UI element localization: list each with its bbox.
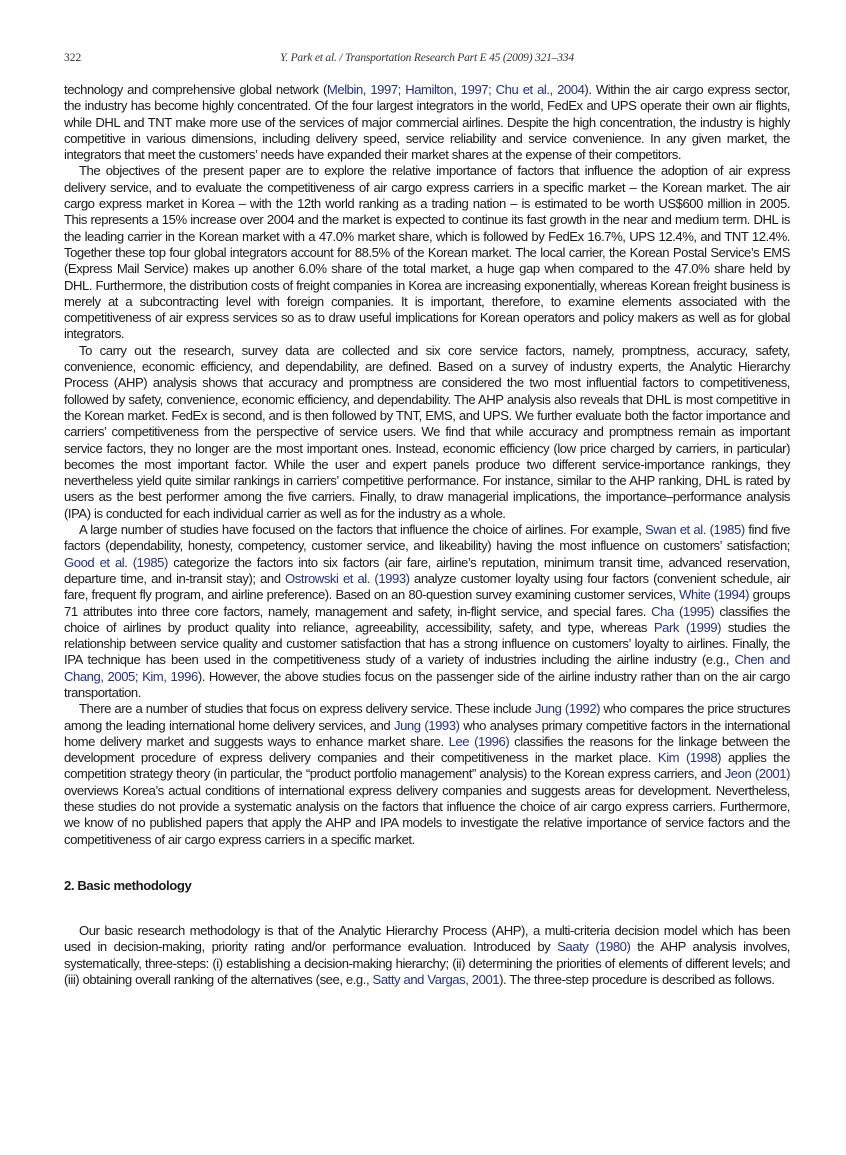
paragraph: To carry out the research, survey data are collected and six core service factors, namely, promptness, accuracy, safety, convenience, economic efficiency, and dependability, are defined. Based on a survey of industry experts, the Analytic Hierarchy Process (AHP) analysis shows that accuracy and promptness are considered the two most influential factors to competitiveness, followed by safety, convenience, economic efficiency, and dependability. The AHP analysis also reveals that DHL is most competitive in the Korean market. FedEx is second, and is then followed by TNT, EMS, and UPS. We further evaluate both the factor importance and carriers’ competitiveness from the perspective of service users. We find that while accuracy and promptness remain as important service factors, they no longer are the most important ones. Instead, economic efficiency (low price charged by carriers, in particular) becomes the most important factor. While the user and expert panels produce two different service-importance rankings, they nevertheless yield quite similar rankings in carriers’ competitive performance. For instance, similar to the AHP ranking, DHL is rated by users as the best performer among the five carriers. Finally, to draw managerial implications, the importance–performance analysis (IPA) is conducted for each individual carrier as well as for the industry as a whole. xyxy=(64,342,790,521)
running-head xyxy=(64,52,790,68)
body-text xyxy=(64,82,790,988)
citation-link[interactable]: Kim (1998) xyxy=(657,750,722,766)
citation-link[interactable]: Park (1999) xyxy=(653,619,722,635)
paper-page xyxy=(64,52,790,988)
citation-link[interactable]: Ostrowski et al. (1993) xyxy=(285,570,410,586)
paragraph: There are a number of studies that focus on express delivery service. These include Jung (1992) who compares the price structures among the leading international home delivery services, and Jung (1993) who analyses primary competitive factors in the international home delivery market and suggests ways to enhance market share. Lee (1996) classifies the reasons for the linkage between the development procedure of express delivery companies and their competitiveness in the market place. Kim (1998) applies the competition strategy theory (in particular, the “product portfolio management” analysis) to the Korean express carriers, and Jeon (2001) overviews Korea’s actual conditions of international express delivery companies and suggests areas for development. Nevertheless, these studies do not provide a systematic analysis on the factors that influence the choice of air cargo express carriers. Furthermore, we know of no published papers that apply the AHP and IPA models to investigate the relative importance of service factors and the competitiveness of air cargo express carriers in a specific market. xyxy=(64,701,791,847)
citation-link[interactable]: Jung (1993) xyxy=(393,717,460,733)
citation-link[interactable]: Good et al. (1985) xyxy=(64,554,168,570)
paragraph: The objectives of the present paper are to explore the relative importance of factors that influence the adoption of air express delivery service, and to evaluate the competitiveness of air cargo express carriers in a specific market – the Korean market. The air cargo express market in Korea – with the 12th world ranking as a trading nation – is estimated to be worth US$600 million in 2005. This represents a 15% increase over 2004 and the market is expected to continue its fast growth in the near and medium term. DHL is the leading carrier in the Korean market with a 47.0% market share, which is followed by FedEx 16.7%, UPS 12.4%, and TNT 12.4%. Together these top four global integrators account for 88.5% of the Korean market. The local carrier, the Korean Postal Service’s EMS (Express Mail Service) makes up another 6.0% share of the total market, a huge gap when compared to the 47.0% share held by DHL. Furthermore, the distribution costs of freight companies in Korea are increasing exponentially, whereas Korean freight business is merely at a subcontracting level with foreign companies. It is important, therefore, to examine elements associated with the competitiveness of air express services so as to draw useful implications for Korean operators and policy makers as well as for global integrators. xyxy=(64,163,790,342)
journal-citation: Y. Park et al. / Transportation Research Part E 45 (2009) 321–334 xyxy=(280,52,574,64)
citation-link[interactable]: Swan et al. (1985) xyxy=(645,522,745,538)
citation-link[interactable]: Saaty (1980) xyxy=(557,939,631,955)
citation-link[interactable]: Chen and Chang, 2005; Kim, 1996 xyxy=(64,652,790,684)
citation-link[interactable]: Cha (1995) xyxy=(651,603,715,619)
citation-link[interactable]: Jung (1992) xyxy=(534,701,601,717)
citation-link[interactable]: Melbin, 1997; Hamilton, 1997; Chu et al., 2004 xyxy=(326,82,585,97)
page-number: 322 xyxy=(64,52,82,64)
citation-link[interactable]: Lee (1996) xyxy=(448,733,510,749)
citation-link[interactable]: White (1994) xyxy=(679,587,750,603)
section-heading: 2. Basic methodology xyxy=(64,877,192,893)
citation-link[interactable]: Satty and Vargas, 2001 xyxy=(372,971,500,987)
paragraph: A large number of studies have focused on the factors that influence the choice of airlines. For example, Swan et al. (1985) find five factors (dependability, honesty, competency, customer service, and likeability) having the most influence on customers’ satisfaction; Good et al. (1985) categorize the factors into six factors (air fare, airline’s reputation, minimum transit time, advanced reservation, departure time, and in-transit stay); and Ostrowski et al. (1993) analyze customer loyalty using four factors (convenient schedule, air fare, frequent fly program, and airline preference). Based on an 80-question survey examining customer services, White (1994) groups 71 attributes into three core factors, namely, management and safety, in-flight service, and special fares. Cha (1995) classifies the choice of airlines by product quality into reliance, agreeability, accessibility, safety, and type, whereas Park (1999) studies the relationship between service quality and customer satisfaction that has a strong influence on customers’ loyalty to airlines. Finally, the IPA technique has been used in the competitiveness study of a variety of industries including the airline industry (e.g., Chen and Chang, 2005; Kim, 1996). However, the above studies focus on the passenger side of the airline industry rather than on the air cargo transportation. xyxy=(64,522,791,700)
citation-link[interactable]: Jeon (2001) xyxy=(724,766,790,782)
paragraph: Our basic research methodology is that of the Analytic Hierarchy Process (AHP), a multi-criteria decision model which has been used in decision-making, priority rating and/or performance evaluation. Introduced by Saaty (1980) the AHP analysis involves, systematically, three-steps: (i) establishing a decision-making hierarchy; (ii) determining the priorities of elements of different levels; and (iii) obtaining overall ranking of the alternatives (see, e.g., Satty and Vargas, 2001). The three-step procedure is described as follows. xyxy=(64,922,790,987)
paragraph: technology and comprehensive global network (Melbin, 1997; Hamilton, 1997; Chu et al., 2004). Within the air cargo express sector, the industry has become highly concentrated. Of the four largest integrators in the world, FedEx and UPS operate their own air flights, while DHL and TNT make more use of the services of major commercial airlines. Despite the high concentration, the industry is highly competitive in various dimensions, including delivery speed, service reliability and service convenience. In any given market, the integrators that meet the customers’ needs have expanded their market shares at the expense of their competitors. xyxy=(64,82,790,163)
